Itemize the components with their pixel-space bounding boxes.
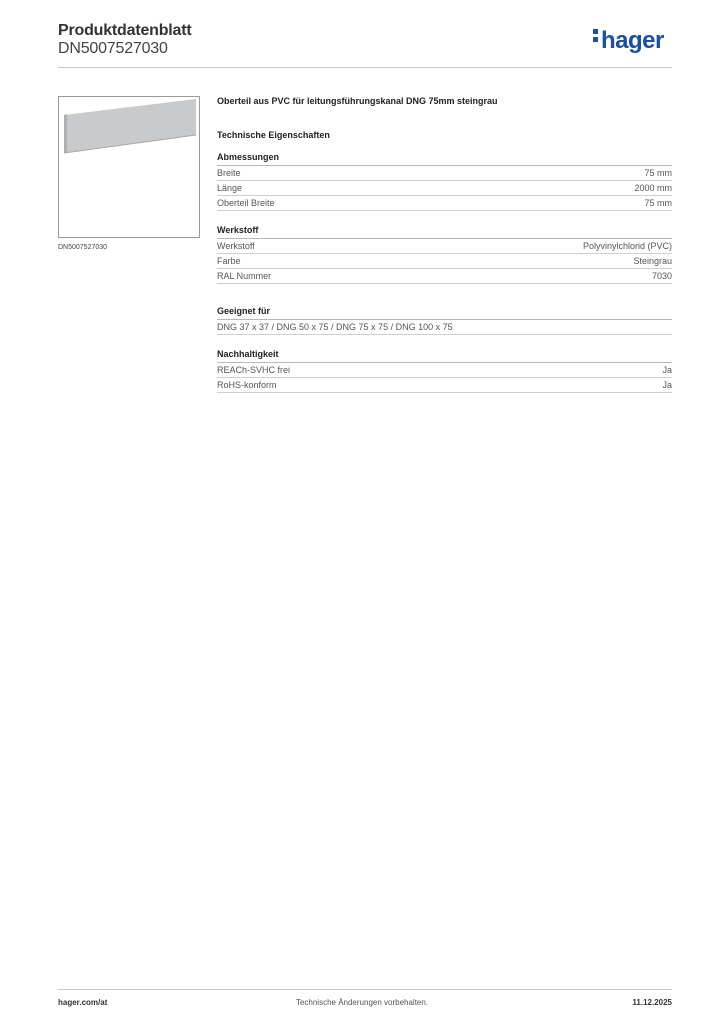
property-label: Oberteil Breite bbox=[217, 198, 275, 208]
section-abmessungen bbox=[217, 152, 672, 211]
header-divider bbox=[58, 67, 672, 68]
property-label: RoHS-konform bbox=[217, 380, 277, 390]
property-label: REACh-SVHC frei bbox=[217, 365, 291, 375]
property-label: RAL Nummer bbox=[217, 271, 272, 281]
cover-panel-face bbox=[64, 99, 196, 153]
section-heading: Werkstoff bbox=[217, 225, 672, 239]
property-value: 75 mm bbox=[644, 198, 672, 208]
hager-logo bbox=[593, 26, 664, 53]
property-row bbox=[217, 181, 672, 196]
section-geeignet-fuer bbox=[217, 306, 672, 335]
product-title: Oberteil aus PVC für leitungsführungskanal DNG 75mm steingrau bbox=[217, 96, 498, 106]
document-title: Produktdatenblatt bbox=[58, 22, 192, 39]
footer-divider bbox=[58, 989, 672, 990]
property-value: 2000 mm bbox=[634, 183, 672, 193]
property-value: 7030 bbox=[651, 271, 672, 281]
footer-date: 11.12.2025 bbox=[632, 998, 672, 1007]
cover-panel-edge bbox=[64, 114, 67, 153]
section-heading: Abmessungen bbox=[217, 152, 672, 166]
article-number: DN5007527030 bbox=[58, 40, 168, 57]
property-value: Ja bbox=[662, 380, 672, 390]
property-value: 75 mm bbox=[644, 168, 672, 178]
property-label: Länge bbox=[217, 183, 243, 193]
property-row bbox=[217, 378, 672, 393]
product-image bbox=[59, 97, 199, 237]
logo-dots-icon bbox=[593, 26, 598, 45]
compatibility-text: DNG 37 x 37 / DNG 50 x 75 / DNG 75 x 75 / DNG 100 x 75 bbox=[217, 322, 453, 332]
property-label: Werkstoff bbox=[217, 241, 255, 251]
property-row bbox=[217, 363, 672, 378]
product-details bbox=[217, 96, 672, 407]
footer-website[interactable]: hager.com/at bbox=[58, 998, 108, 1007]
section-heading: Geeignet für bbox=[217, 306, 672, 320]
compatibility-row bbox=[217, 320, 672, 335]
property-row bbox=[217, 239, 672, 254]
property-label: Farbe bbox=[217, 256, 241, 266]
property-value: Steingrau bbox=[633, 256, 672, 266]
footer-notice: Technische Änderungen vorbehalten. bbox=[295, 998, 429, 1007]
property-value: Ja bbox=[662, 365, 672, 375]
property-row bbox=[217, 254, 672, 269]
technical-properties-heading: Technische Eigenschaften bbox=[217, 130, 330, 140]
section-heading: Nachhaltigkeit bbox=[217, 349, 672, 363]
logo-text: hager bbox=[601, 27, 664, 54]
property-row bbox=[217, 196, 672, 211]
image-caption: DN5007527030 bbox=[58, 244, 108, 251]
product-image-frame bbox=[58, 96, 200, 238]
property-value: Polyvinylchlorid (PVC) bbox=[582, 241, 672, 251]
section-werkstoff bbox=[217, 225, 672, 284]
section-nachhaltigkeit bbox=[217, 349, 672, 393]
property-row bbox=[217, 166, 672, 181]
property-row bbox=[217, 269, 672, 284]
property-label: Breite bbox=[217, 168, 241, 178]
